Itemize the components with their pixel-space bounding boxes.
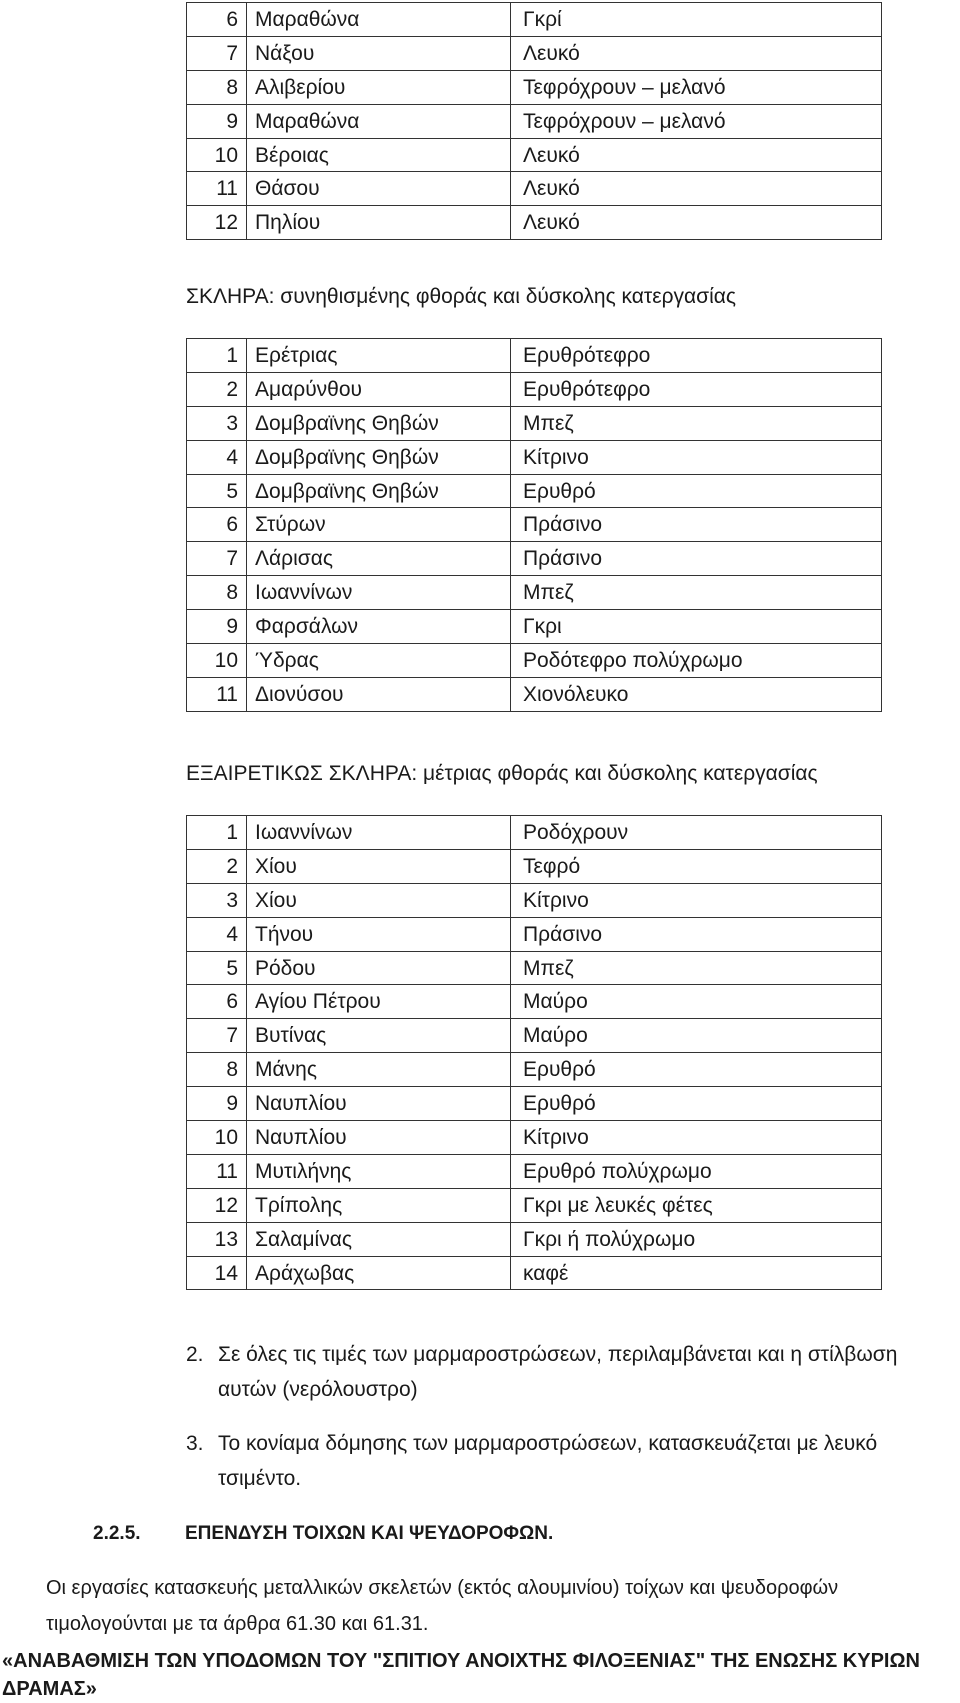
marble-color: Ερυθρό <box>511 1053 882 1087</box>
quarry-region: Βέροιας <box>247 138 511 172</box>
quarry-region: Πηλίου <box>247 206 511 240</box>
row-number: 2 <box>187 372 247 406</box>
row-number: 9 <box>187 1087 247 1121</box>
quarry-region: Ναυπλίου <box>247 1087 511 1121</box>
table-row <box>187 1188 882 1222</box>
marble-color: Ροδότεφρο πολύχρωμο <box>511 644 882 678</box>
table-row <box>187 474 882 508</box>
quarry-region: Αλιβερίου <box>247 70 511 104</box>
table-row <box>187 1154 882 1188</box>
body-paragraph: Οι εργασίες κατασκευής μεταλλικών σκελετών (εκτός αλουμινίου) τοίχων και ψευδοροφών τιμολογούνται με τα άρθρα 61.30 και 61.31. <box>46 1577 839 1635</box>
table-row <box>187 644 882 678</box>
note-number: 2. <box>186 1343 204 1366</box>
very-hard-marbles-table <box>186 815 882 1290</box>
row-number: 10 <box>187 644 247 678</box>
table-row <box>187 542 882 576</box>
quarry-region: Σαλαμίνας <box>247 1222 511 1256</box>
quarry-region: Ιωαννίνων <box>247 576 511 610</box>
marble-color: Μαύρο <box>511 985 882 1019</box>
marble-color: Μπεζ <box>511 576 882 610</box>
note-text: Σε όλες τις τιμές των μαρμαροστρώσεων, περιλαμβάνεται και η στίλβωση αυτών (νερόλουστρο) <box>218 1343 898 1401</box>
table-row <box>187 1019 882 1053</box>
marble-color: Πράσινο <box>511 542 882 576</box>
marble-color: Ερυθρό <box>511 474 882 508</box>
marble-color: Ερυθρό πολύχρωμο <box>511 1154 882 1188</box>
quarry-region: Μαραθώνα <box>247 104 511 138</box>
table-row <box>187 138 882 172</box>
quarry-region: Αγίου Πέτρου <box>247 985 511 1019</box>
quarry-region: Χίου <box>247 849 511 883</box>
quarry-region: Δομβραϊνης Θηβών <box>247 440 511 474</box>
hard-marbles-heading: ΣΚΛΗΡΑ: συνηθισμένης φθοράς και δύσκολης κατεργασίας <box>186 285 737 308</box>
quarry-region: Τήνου <box>247 917 511 951</box>
table-row <box>187 372 882 406</box>
table-row <box>187 816 882 850</box>
row-number: 7 <box>187 36 247 70</box>
row-number: 5 <box>187 951 247 985</box>
quarry-region: Ύδρας <box>247 644 511 678</box>
quarry-region: Διονύσου <box>247 677 511 711</box>
quarry-region: Μαραθώνα <box>247 3 511 37</box>
table-row <box>187 36 882 70</box>
row-number: 11 <box>187 1154 247 1188</box>
quarry-region: Στύρων <box>247 508 511 542</box>
row-number: 10 <box>187 138 247 172</box>
marble-color: Ερυθρότεφρο <box>511 372 882 406</box>
quarry-region: Ιωαννίνων <box>247 816 511 850</box>
table-row <box>187 339 882 373</box>
table-row <box>187 849 882 883</box>
row-number: 12 <box>187 1188 247 1222</box>
row-number: 13 <box>187 1222 247 1256</box>
marble-color: Μαύρο <box>511 1019 882 1053</box>
section-title: ΕΠΕΝΔΥΣΗ ΤΟΙΧΩΝ ΚΑΙ ΨΕΥΔΟΡΟΦΩΝ. <box>185 1523 554 1544</box>
quarry-region: Θάσου <box>247 172 511 206</box>
table-row <box>187 985 882 1019</box>
note-item <box>186 1337 946 1407</box>
row-number: 9 <box>187 610 247 644</box>
row-number: 3 <box>187 406 247 440</box>
table-row <box>187 508 882 542</box>
marble-color: Λευκό <box>511 172 882 206</box>
quarry-region: Νάξου <box>247 36 511 70</box>
row-number: 8 <box>187 1053 247 1087</box>
quarry-region: Δομβραϊνης Θηβών <box>247 406 511 440</box>
row-number: 2 <box>187 849 247 883</box>
table-row <box>187 576 882 610</box>
row-number: 4 <box>187 440 247 474</box>
quarry-region: Μυτιλήνης <box>247 1154 511 1188</box>
quarry-region: Χίου <box>247 883 511 917</box>
table-row <box>187 172 882 206</box>
table-row <box>187 677 882 711</box>
marble-color: Κίτρινο <box>511 440 882 474</box>
row-number: 7 <box>187 542 247 576</box>
table-row <box>187 610 882 644</box>
row-number: 1 <box>187 816 247 850</box>
quarry-region: Μάνης <box>247 1053 511 1087</box>
document-footer: «ΑΝΑΒΑΘΜΙΣΗ ΤΩΝ ΥΠΟΔΟΜΩΝ ΤΟΥ "ΣΠΙΤΙΟΥ ΑΝΟΙΧΤΗΣ ΦΙΛΟΞΕΝΙΑΣ" ΤΗΣ ΕΝΩΣΗΣ ΚΥΡΙΩΝ ΔΡΑΜΑΣ» <box>2 1650 920 1700</box>
marble-color: Τεφρόχρουν – μελανό <box>511 70 882 104</box>
row-number: 8 <box>187 70 247 104</box>
row-number: 6 <box>187 3 247 37</box>
note-item <box>186 1426 946 1496</box>
table-row <box>187 1053 882 1087</box>
marble-table-continued-body <box>187 3 882 240</box>
marble-color: Γκρί <box>511 3 882 37</box>
row-number: 14 <box>187 1256 247 1290</box>
table-row <box>187 206 882 240</box>
quarry-region: Ναυπλίου <box>247 1121 511 1155</box>
marble-color: καφέ <box>511 1256 882 1290</box>
row-number: 11 <box>187 677 247 711</box>
note-text: Το κονίαμα δόμησης των μαρμαροστρώσεων, κατασκευάζεται με λευκό τσιμέντο. <box>218 1432 878 1490</box>
row-number: 6 <box>187 985 247 1019</box>
hard-marbles-table-body <box>187 339 882 712</box>
very-hard-marbles-table-body <box>187 816 882 1290</box>
row-number: 4 <box>187 917 247 951</box>
marble-color: Ερυθρότεφρο <box>511 339 882 373</box>
marble-color: Κίτρινο <box>511 1121 882 1155</box>
quarry-region: Φαρσάλων <box>247 610 511 644</box>
row-number: 12 <box>187 206 247 240</box>
quarry-region: Αμαρύνθου <box>247 372 511 406</box>
table-row <box>187 883 882 917</box>
quarry-region: Αράχωβας <box>247 1256 511 1290</box>
quarry-region: Δομβραϊνης Θηβών <box>247 474 511 508</box>
marble-color: Λευκό <box>511 36 882 70</box>
table-row <box>187 1121 882 1155</box>
row-number: 6 <box>187 508 247 542</box>
marble-color: Τεφρόχρουν – μελανό <box>511 104 882 138</box>
marble-color: Λευκό <box>511 206 882 240</box>
marble-color: Γκρι ή πολύχρωμο <box>511 1222 882 1256</box>
marble-color: Κίτρινο <box>511 883 882 917</box>
table-row <box>187 1222 882 1256</box>
marble-color: Λευκό <box>511 138 882 172</box>
marble-color: Πράσινο <box>511 917 882 951</box>
table-row <box>187 3 882 37</box>
hard-marbles-table <box>186 338 882 712</box>
marble-color: Γκρι με λευκές φέτες <box>511 1188 882 1222</box>
row-number: 10 <box>187 1121 247 1155</box>
row-number: 7 <box>187 1019 247 1053</box>
marble-table-continued <box>186 2 882 240</box>
table-row <box>187 406 882 440</box>
marble-color: Τεφρό <box>511 849 882 883</box>
section-heading <box>93 1523 553 1545</box>
marble-color: Μπεζ <box>511 406 882 440</box>
marble-color: Χιονόλευκο <box>511 677 882 711</box>
row-number: 8 <box>187 576 247 610</box>
row-number: 3 <box>187 883 247 917</box>
quarry-region: Ρόδου <box>247 951 511 985</box>
section-number: 2.2.5. <box>93 1523 141 1544</box>
marble-color: Ερυθρό <box>511 1087 882 1121</box>
marble-color: Πράσινο <box>511 508 882 542</box>
quarry-region: Λάρισας <box>247 542 511 576</box>
table-row <box>187 104 882 138</box>
table-row <box>187 951 882 985</box>
quarry-region: Ερέτριας <box>247 339 511 373</box>
table-row <box>187 70 882 104</box>
table-row <box>187 440 882 474</box>
row-number: 11 <box>187 172 247 206</box>
very-hard-marbles-heading: ΕΞΑΙΡΕΤΙΚΩΣ ΣΚΛΗΡΑ: μέτριας φθοράς και δύσκολης κατεργασίας <box>186 762 818 785</box>
marble-color: Γκρι <box>511 610 882 644</box>
table-row <box>187 917 882 951</box>
row-number: 1 <box>187 339 247 373</box>
row-number: 5 <box>187 474 247 508</box>
table-row <box>187 1256 882 1290</box>
quarry-region: Τρίπολης <box>247 1188 511 1222</box>
table-row <box>187 1087 882 1121</box>
marble-color: Μπεζ <box>511 951 882 985</box>
note-number: 3. <box>186 1432 204 1455</box>
row-number: 9 <box>187 104 247 138</box>
quarry-region: Βυτίνας <box>247 1019 511 1053</box>
marble-color: Ροδόχρουν <box>511 816 882 850</box>
